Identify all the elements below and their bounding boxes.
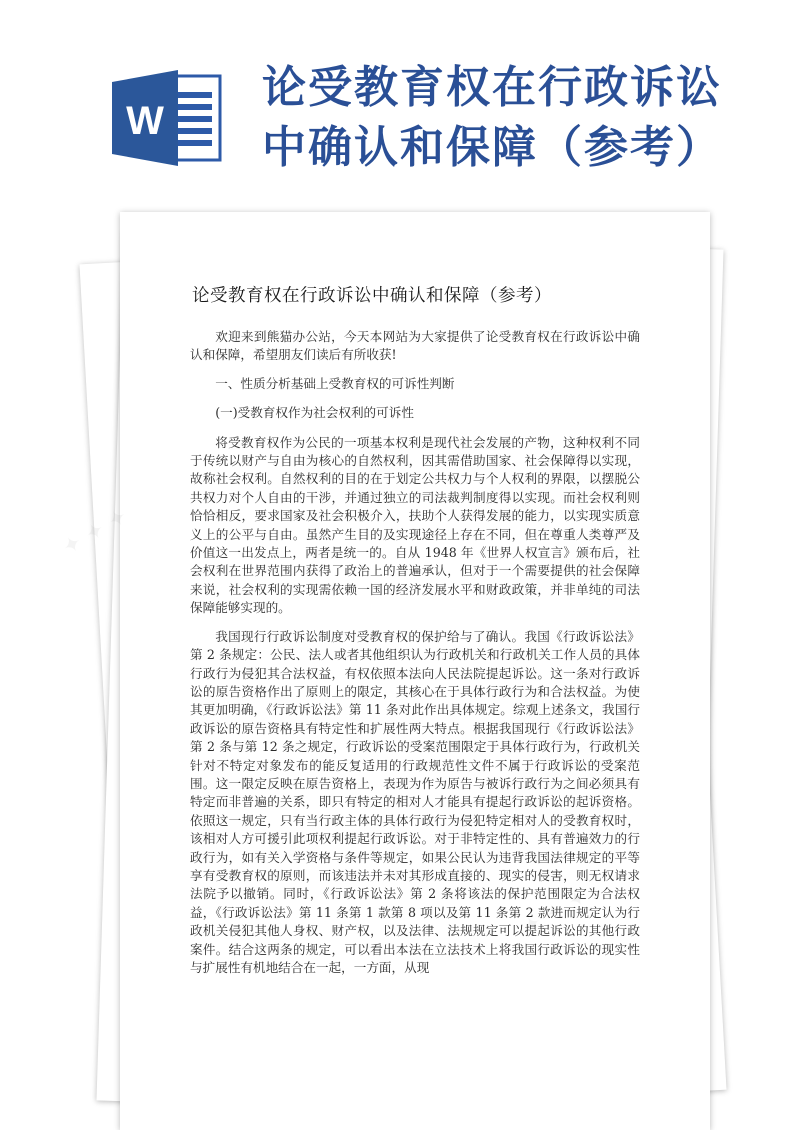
document-body [190,328,640,986]
watermark: ✦ [58,530,87,561]
word-icon-letter: W [126,99,164,143]
section-heading: 一、性质分析基础上受教育权的可诉性判断 [215,375,455,391]
banner [0,0,800,210]
banner-title: 论受教育权在行政诉讼中确认和保障（参考） [262,62,722,173]
intro-paragraph: 欢迎来到熊猫办公站，今天本网站为大家提供了论受教育权在行政诉讼中确认和保障，希望朋友们读后有所收获! [190,329,640,363]
word-document-icon [112,70,224,166]
body-paragraph: 我国现行行政诉讼制度对受教育权的保护给与了确认。我国《行政诉讼法》第 2 条规定：公民、法人或者其他组织认为行政机关和行政机关工作人员的具体行政行为侵犯其合法权益，有权依照本法向人民法院提起诉讼。这一条对行政诉讼的原告资格作出了原则上的限定，其核心在于具体行政行为和合法权益。为使其更加明确，《行政诉讼法》第 11 条对此作出具体规定。综观上述条文，我国行政诉讼的原告资格具有特定性和扩展性两大特点。根据我国现行《行政诉讼法》第 2 条与第 12 条之规定，行政诉讼的受案范围限定于具体行政行为，行政机关针对不特定对象发布的能反复适用的行政规范性文件不属于行政诉讼的受案范围。这一限定反映在原告资格上，表现为作为原告与被诉行政行为之间必须具有特定而非普遍的关系，即只有特定的相对人才能具有提起行政诉讼的起诉资格。依照这一规定，只有当行政主体的具体行政行为侵犯特定相对人的受教育权时，该相对人方可援引此项权利提起行政诉讼。对于非特定性的、具有普遍效力的行政行为，如有关入学资格与条件等规定，如果公民认为违背我国法律规定的平等享有受教育权的原则，而该违法并未对其形成直接的、现实的侵害，则无权请求法院予以撤销。同时，《行政诉讼法》第 2 条将该法的保护范围限定为合法权益，《行政诉讼法》第 11 条第 1 款第 8 项以及第 11 条第 2 款进而规定认为行政机关侵犯其他人身权、财产权，以及法律、法规规定可以提起诉讼的其他行政案件。结合这两条的规定，可以看出本法在立法技术上将我国行政诉讼的现实性与扩展性有机地结合在一起，一方面，从现 [190,628,640,975]
body-paragraph: 将受教育权作为公民的一项基本权利是现代社会发展的产物，这种权利不同于传统以财产与自由为核心的自然权利，因其需借助国家、社会保障得以实现，故称社会权利。自然权利的目的在于划定公共权力与个人权利的界限，以摆脱公共权力对个人自由的干涉，并通过独立的司法裁判制度得以实现。而社会权利则恰恰相反，要求国家及社会积极介入，扶助个人获得发展的能力，以实现实质意义上的公平与自由。虽然产生目的及实现途径上存在不同，但在尊重人类尊严及价值这一出发点上，两者是统一的。自从 1948 年《世界人权宣言》颁布后，社会权利在世界范围内获得了政治上的普遍承认，但对于一个需要提供的社会保障来说，社会权利的实现需依赖一国的经济发展水平和财政政策，并非单纯的司法保障能够实现的。 [190,434,640,616]
document-title: 论受教育权在行政诉讼中确认和保障（参考） [192,286,552,306]
subsection-heading: (一)受教育权作为社会权利的可诉性 [215,405,414,421]
